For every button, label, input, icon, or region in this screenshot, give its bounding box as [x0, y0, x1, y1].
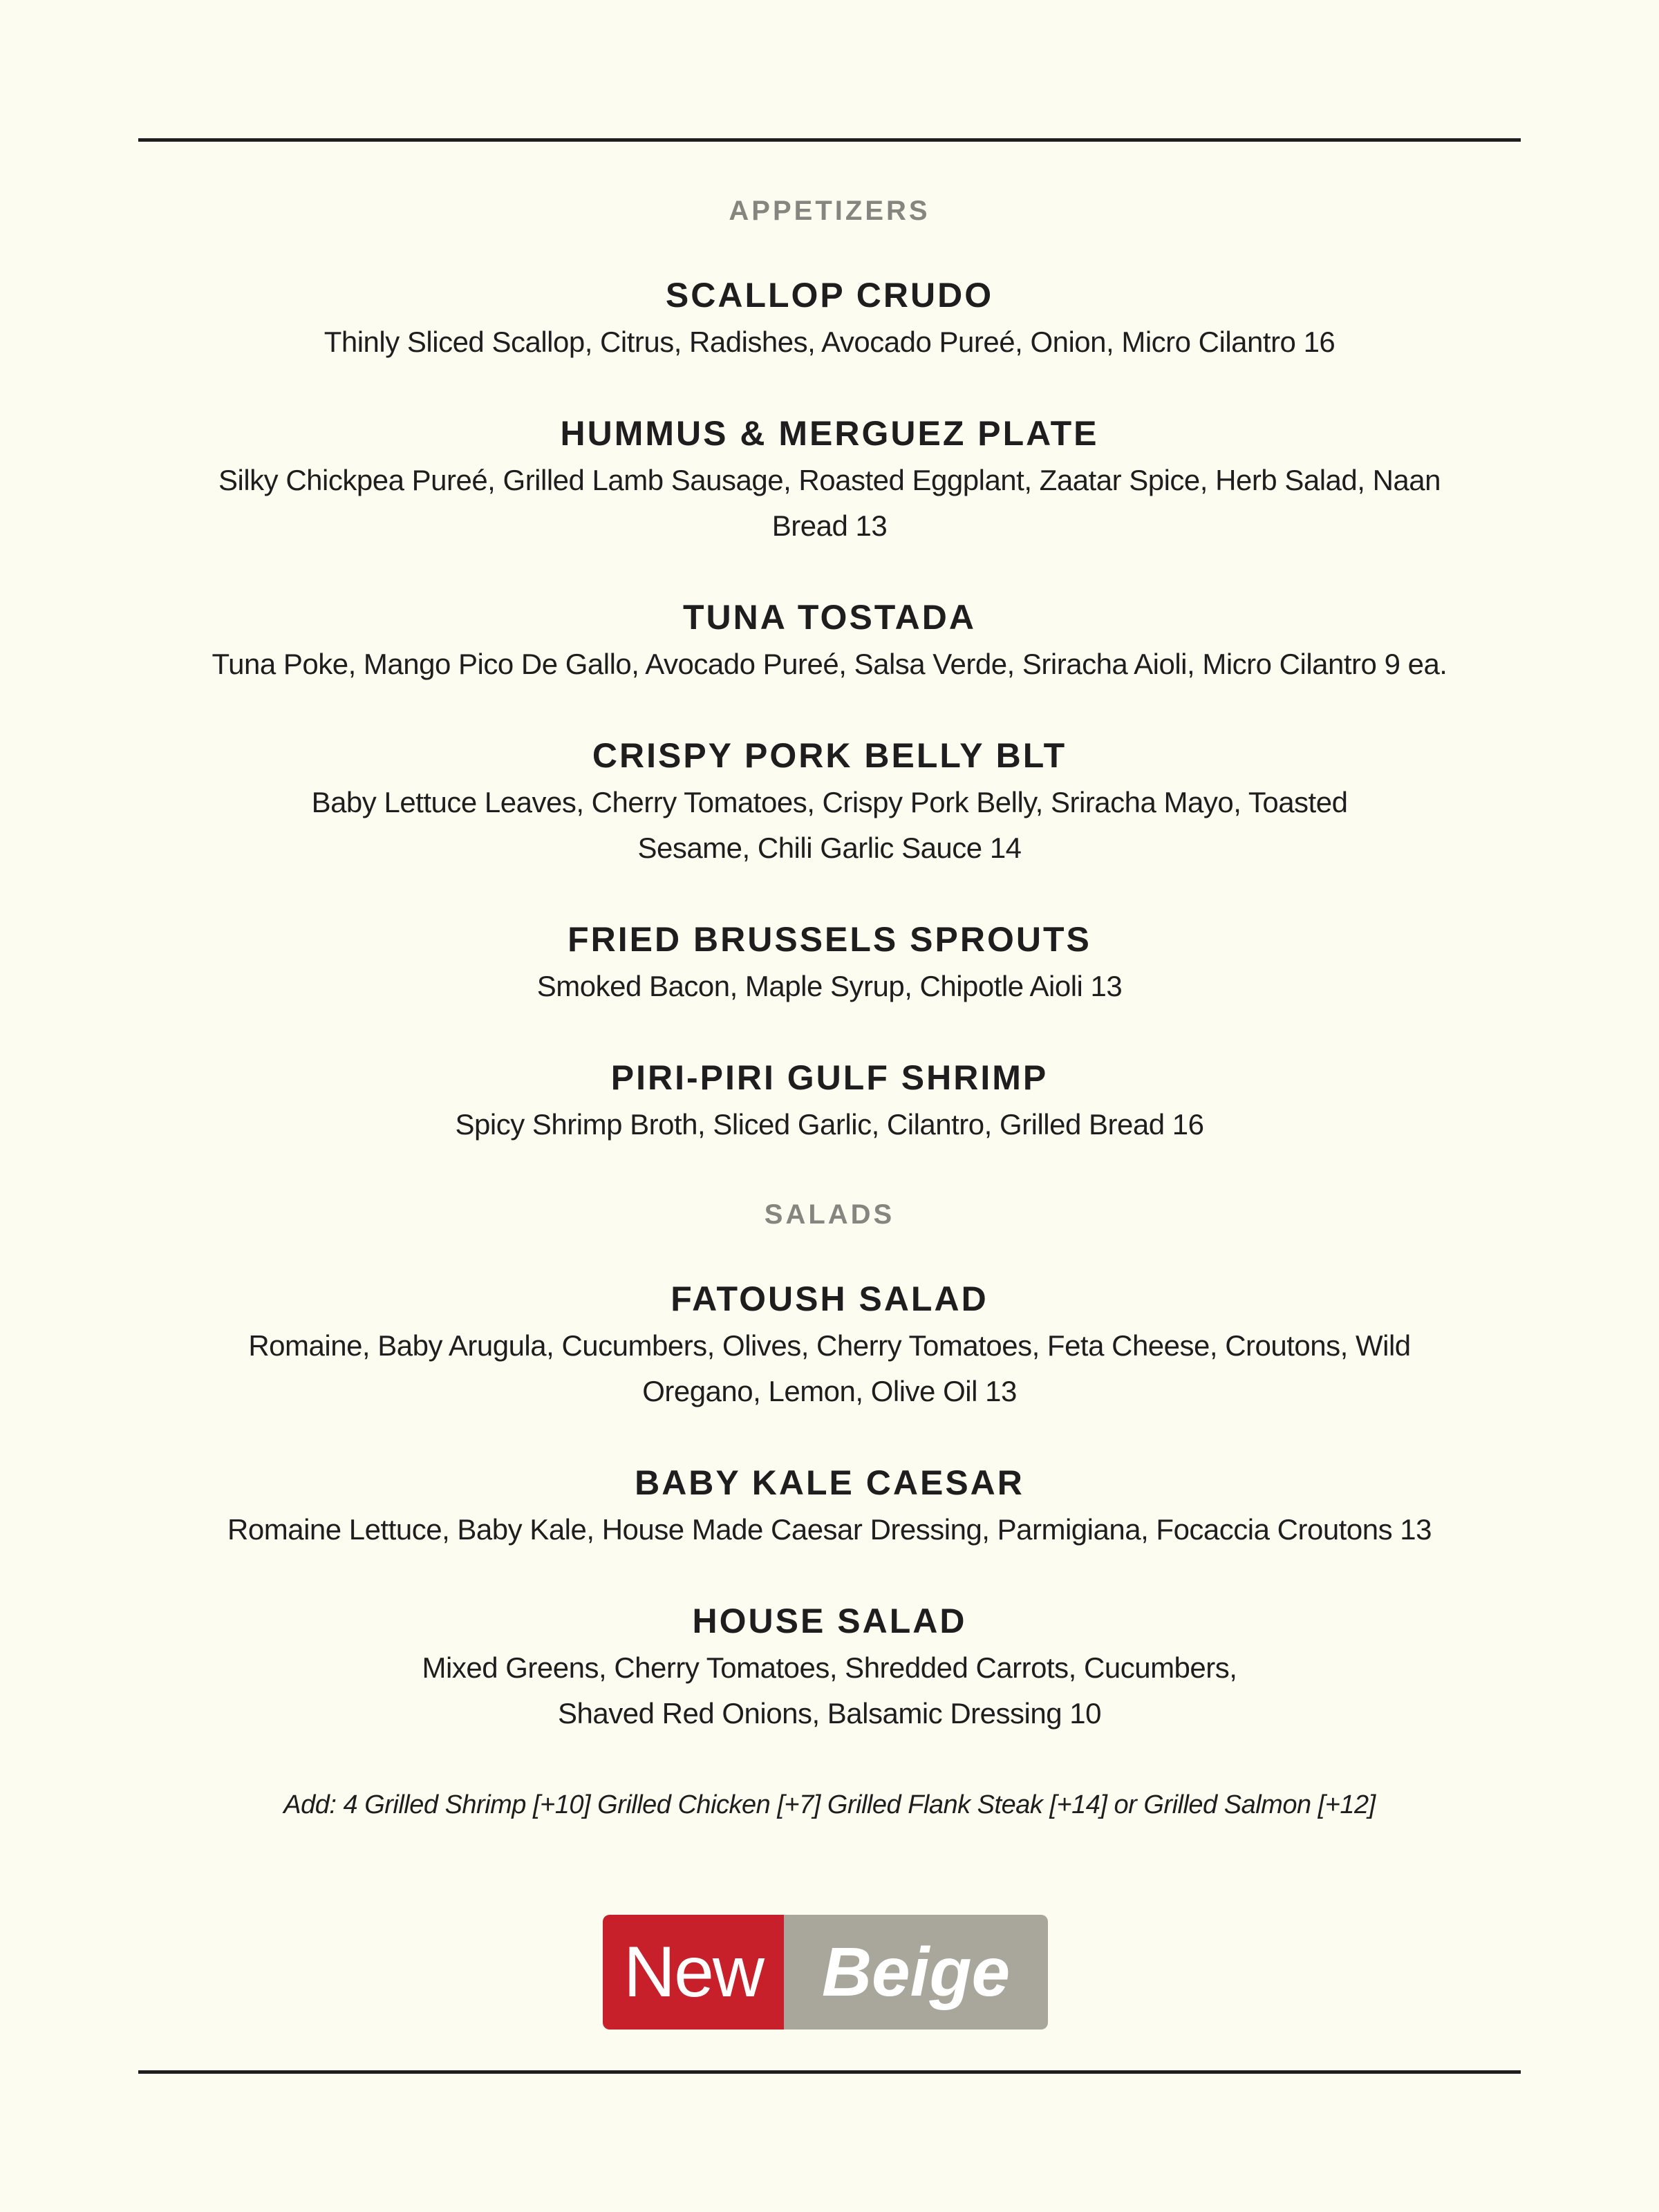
- item-name: HUMMUS & MERGUEZ PLATE: [560, 414, 1099, 453]
- section-title-salads: SALADS: [764, 1199, 895, 1230]
- item-description: Spicy Shrimp Broth, Sliced Garlic, Cilantro, Grilled Bread 16: [455, 1108, 1204, 1141]
- menu-item: [138, 731, 1521, 871]
- item-description: Baby Lettuce Leaves, Cherry Tomatoes, Crispy Pork Belly, Sriracha Mayo, Toasted Sesame, Chili Garlic Sauce 14: [311, 786, 1348, 864]
- item-name: SCALLOP CRUDO: [665, 276, 994, 315]
- item-name: FRIED BRUSSELS SPROUTS: [568, 920, 1091, 959]
- item-description: Silky Chickpea Pureé, Grilled Lamb Sausage, Roasted Eggplant, Zaatar Spice, Herb Salad, Naan Bread 13: [218, 464, 1441, 542]
- item-description: Romaine, Baby Arugula, Cucumbers, Olives, Cherry Tomatoes, Feta Cheese, Croutons, Wild Oregano, Lemon, Olive Oil 13: [248, 1329, 1411, 1407]
- menu: [138, 187, 1521, 1828]
- menu-item: [138, 1459, 1521, 1553]
- menu-item: [138, 271, 1521, 365]
- menu-item: [138, 915, 1521, 1009]
- menu-item: [138, 1275, 1521, 1414]
- top-divider: [138, 138, 1521, 142]
- item-name: CRISPY PORK BELLY BLT: [592, 736, 1067, 775]
- menu-item: [138, 1053, 1521, 1147]
- item-description: Thinly Sliced Scallop, Citrus, Radishes, Avocado Pureé, Onion, Micro Cilantro 16: [324, 326, 1335, 358]
- menu-item: [138, 1597, 1521, 1736]
- item-name: PIRI-PIRI GULF SHRIMP: [610, 1058, 1049, 1097]
- item-description: Tuna Poke, Mango Pico De Gallo, Avocado Pureé, Salsa Verde, Sriracha Aioli, Micro Cilantro 9 ea.: [212, 648, 1447, 680]
- menu-item: [138, 593, 1521, 687]
- logo-beige-text: Beige: [784, 1915, 1048, 2030]
- item-description: Romaine Lettuce, Baby Kale, House Made Caesar Dressing, Parmigiana, Focaccia Croutons 13: [227, 1513, 1432, 1546]
- section-title-appetizers: APPETIZERS: [729, 196, 930, 226]
- item-description: Mixed Greens, Cherry Tomatoes, Shredded Carrots, Cucumbers, Shaved Red Onions, Balsamic Dressing 10: [422, 1651, 1237, 1730]
- item-name: TUNA TOSTADA: [683, 598, 976, 637]
- bottom-divider: [138, 2070, 1521, 2074]
- item-name: HOUSE SALAD: [692, 1602, 967, 1640]
- logo-new-text: New: [603, 1915, 784, 2030]
- add-on-note: Add: 4 Grilled Shrimp [+10] Grilled Chicken [+7] Grilled Flank Steak [+14] or Grilled Salmon [+12]: [283, 1790, 1376, 1819]
- item-name: BABY KALE CAESAR: [635, 1463, 1024, 1502]
- item-description: Smoked Bacon, Maple Syrup, Chipotle Aioli 13: [536, 970, 1123, 1002]
- item-name: FATOUSH SALAD: [671, 1280, 988, 1318]
- new-beige-logo: [603, 1915, 1048, 2030]
- menu-item: [138, 409, 1521, 549]
